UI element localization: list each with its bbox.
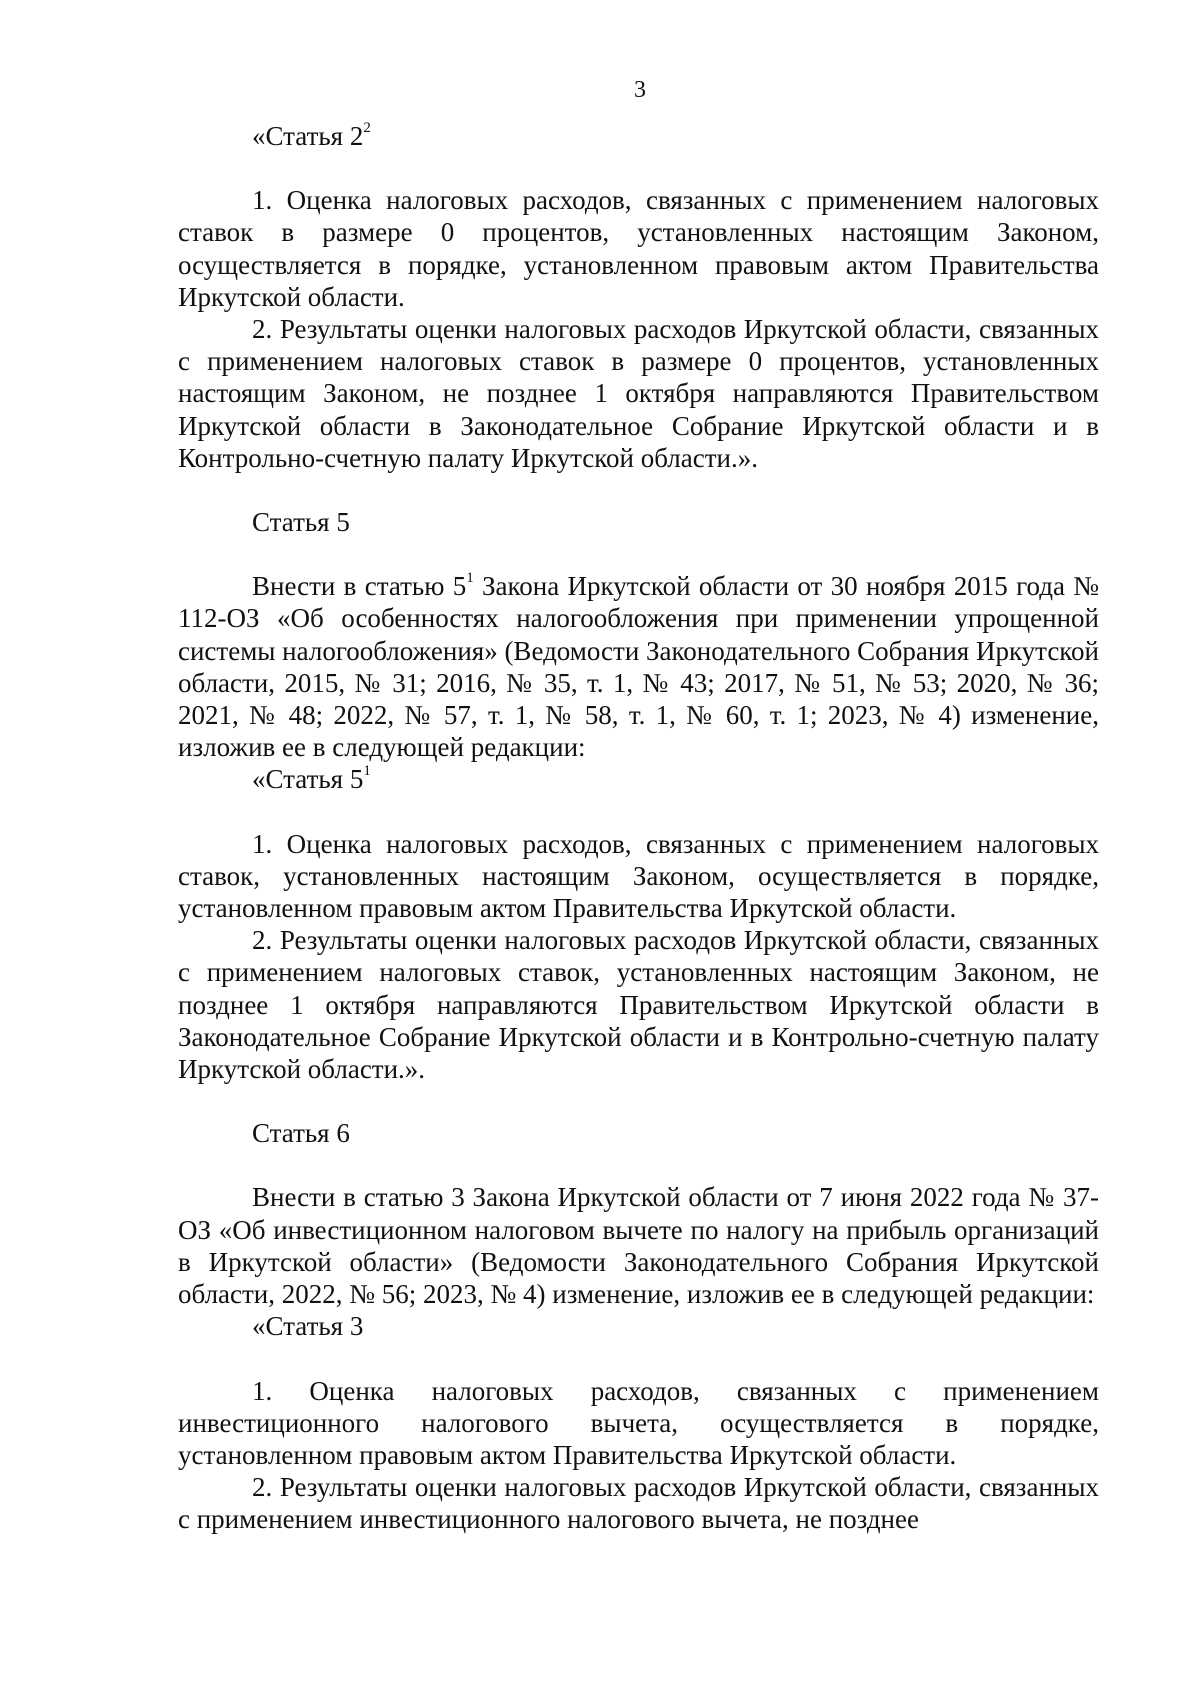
- superscript: 1: [466, 570, 474, 587]
- text: 2. Результаты оценки налоговых расходов Иркутской области, связанных с применением инвестиционного налогового вычета, не позднее: [178, 1472, 1099, 1535]
- superscript: 2: [363, 120, 371, 136]
- paragraph: [178, 1181, 1099, 1310]
- text: 1. Оценка налоговых расходов, связанных с применением налоговых ставок в размере 0 процентов, установленных настоящим Законом, осуществляется в порядке, установленном правовым актом Правительства Иркутской области.: [178, 185, 1099, 312]
- paragraph: [178, 313, 1099, 474]
- text: Статья 6: [252, 1118, 350, 1149]
- paragraph-spacer: [178, 1343, 1099, 1375]
- text: Внести в статью 3 Закона Иркутской области от 7 июня 2022 года № 37-ОЗ «Об инвестиционном налоговом вычете по налогу на прибыль организаций в Иркутской области» (Ведомости Законодательного Собрания Иркутской области, 2022, № 56; 2023, № 4) изменение, изложив ее в следующей редакции:: [178, 1182, 1099, 1310]
- article-heading: [178, 506, 1099, 538]
- paragraph-spacer: [178, 796, 1099, 828]
- superscript: 1: [363, 763, 371, 780]
- text: 1. Оценка налоговых расходов, связанных с применением налоговых ставок, установленных настоящим Законом, осуществляется в порядке, установленном правовым актом Правительства Иркутской области.: [178, 828, 1099, 924]
- paragraph: [178, 184, 1099, 313]
- paragraph: [178, 828, 1099, 925]
- text: 2. Результаты оценки налоговых расходов Иркутской области, связанных с применением налоговых ставок в размере 0 процентов, установленных настоящим Законом, не позднее 1 октября направляются Правительством Иркутской области в Законодательное Собрание Иркутской области и в Контрольно-счетную палату Иркутской области.».: [178, 314, 1099, 473]
- text: 1. Оценка налоговых расходов, связанных с применением инвестиционного налогового вычета, осуществляется в порядке, установленном правовым актом Правительства Иркутской области.: [178, 1375, 1099, 1470]
- paragraph: [178, 570, 1099, 763]
- paragraph-spacer: [178, 474, 1099, 506]
- paragraph-spacer: [178, 1149, 1099, 1181]
- paragraph-spacer: [178, 538, 1099, 570]
- article-heading: [178, 763, 1099, 795]
- text: «Статья 5: [252, 764, 364, 795]
- paragraph: [178, 1375, 1099, 1472]
- article-heading: [178, 120, 1099, 152]
- text: «Статья 2: [252, 121, 364, 151]
- article-heading: [178, 1310, 1099, 1342]
- text: Внести в статью 5: [252, 571, 467, 602]
- paragraph-spacer: [178, 152, 1099, 184]
- page-number: 3: [634, 77, 646, 103]
- text: 2. Результаты оценки налоговых расходов Иркутской области, связанных с применением налоговых ставок, установленных настоящим Законом, не позднее 1 октября направляются Правительством Иркутской области в Законодательное Собрание Иркутской области и в Контрольно-счетную палату Иркутской области.».: [178, 925, 1099, 1085]
- text-continuation: Закона Иркутской области от 30 ноября 2015 года № 112-ОЗ «Об особенностях налогообложения при применении упрощенной системы налогообложения» (Ведомости Законодательного Собрания Иркутской области, 2015, № 31; 2016, № 35, т. 1, № 43; 2017, № 51, № 53; 2020, № 36; 2021, № 48; 2022, № 57, т. 1, № 58, т. 1, № 60, т. 1; 2023, № 4) изменение, изложив ее в следующей редакции:: [178, 571, 1100, 763]
- text: Статья 5: [252, 507, 350, 538]
- paragraph-spacer: [178, 1085, 1099, 1117]
- document-body: [178, 120, 1099, 1536]
- paragraph: [178, 1471, 1099, 1535]
- article-heading: [178, 1117, 1099, 1149]
- text: «Статья 3: [252, 1311, 364, 1342]
- paragraph: [178, 924, 1099, 1085]
